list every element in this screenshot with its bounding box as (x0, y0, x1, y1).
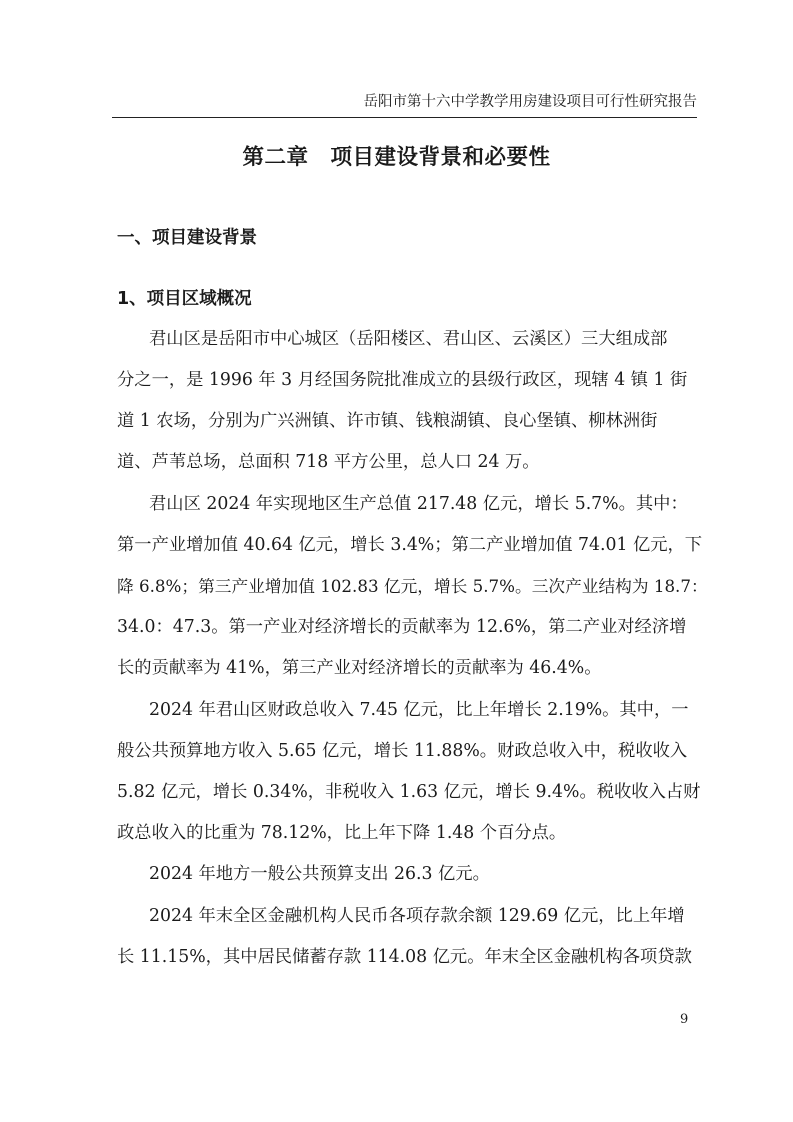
paragraph-line: 长 11.15%，其中居民储蓄存款 114.08 亿元。年末全区金融机构各项贷款 (117, 947, 692, 967)
paragraph-line: 2024 年君山区财政总收入 7.45 亿元，比上年增长 2.19%。其中，一 (149, 700, 689, 720)
chapter-title: 第二章 项目建设背景和必要性 (242, 145, 551, 170)
paragraph-line: 第一产业增加值 40.64 亿元，增长 3.4%；第二产业增加值 74.01 亿元，下 (117, 535, 703, 555)
paragraph-line: 君山区 2024 年实现地区生产总值 217.48 亿元，增长 5.7%。其中： (149, 494, 688, 514)
page-number: 9 (680, 1012, 689, 1027)
paragraph-line: 2024 年地方一般公共预算支出 26.3 亿元。 (149, 864, 490, 884)
paragraph-line: 长的贡献率为 41%，第三产业对经济增长的贡献率为 46.4%。 (117, 658, 602, 678)
subsection-heading: 1、项目区域概况 (117, 289, 252, 309)
header-rule (112, 117, 697, 118)
paragraph-line: 分之一，是 1996 年 3 月经国务院批准成立的县级行政区，现辖 4 镇 1 街 (117, 370, 688, 390)
paragraph-line: 5.82 亿元，增长 0.34%，非税收入 1.63 亿元，增长 9.4%。税收收入占财 (117, 782, 701, 802)
paragraph-line: 君山区是岳阳市中心城区（岳阳楼区、君山区、云溪区）三大组成部 (149, 329, 668, 349)
paragraph-line: 34.0：47.3。第一产业对经济增长的贡献率为 12.6%，第二产业对经济增 (117, 617, 687, 637)
paragraph-line: 政总收入的比重为 78.12%，比上年下降 1.48 个百分点。 (117, 823, 567, 843)
paragraph-line: 降 6.8%；第三产业增加值 102.83 亿元，增长 5.7%。三次产业结构为 18.7： (117, 576, 708, 596)
section-heading: 一、项目建设背景 (117, 228, 257, 248)
paragraph-line: 般公共预算地方收入 5.65 亿元，增长 11.88%。财政总收入中，税收收入 (117, 741, 688, 761)
paragraph-line: 道、芦苇总场，总面积 718 平方公里，总人口 24 万。 (117, 452, 540, 472)
running-header: 岳阳市第十六中学教学用房建设项目可行性研究报告 (363, 94, 697, 110)
paragraph-line: 2024 年末全区金融机构人民币各项存款余额 129.69 亿元，比上年增 (149, 906, 685, 926)
paragraph-line: 道 1 农场，分别为广兴洲镇、许市镇、钱粮湖镇、良心堡镇、柳林洲街 (117, 411, 658, 431)
